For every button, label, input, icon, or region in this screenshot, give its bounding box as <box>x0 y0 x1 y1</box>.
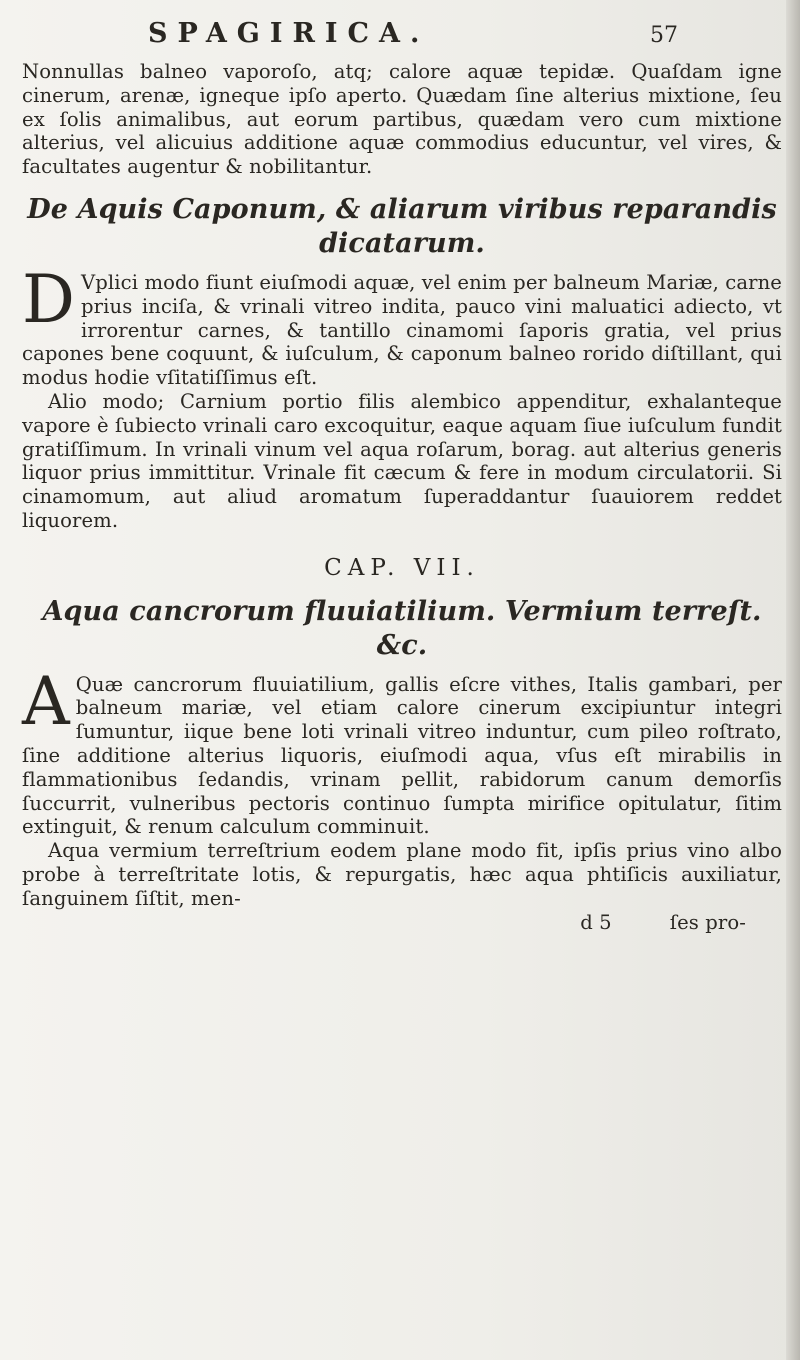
paragraph-2 <box>22 260 782 390</box>
section-heading-crayfish: Aqua cancrorum fluuiatilium. Vermium terreſt. &c. <box>42 595 762 661</box>
running-title: SPAGIRICA. <box>148 18 430 49</box>
drop-cap-d: D <box>22 260 76 338</box>
paragraph-4-text: Quæ cancrorum fluuiatilium, gallis eſcre vithes, Italis gambari, per balneum mariæ, vel etiam calore cinerum excipiuntur integri ſumuntur, iique bene loti vrinali vitreo induntur, cum pileo roſtrato, ſine additione alterius liquoris, eiuſmodi aqua, vſus eſt mirabilis in flammationibus ſedandis, vrinam pellit, rabidorum canum demorſis ſuccurrit, vulneribus pectoris continuo ſumpta mirifice opitulatur, ſitim extinguit, & renum calculum comminuit. <box>22 672 782 839</box>
section-heading-capons: De Aquis Caponum, & aliarum viribus reparandis dicatarum. <box>27 193 777 259</box>
catchword: ſes pro- <box>669 910 746 934</box>
page-footer <box>22 911 746 935</box>
drop-cap-a: A <box>22 662 70 740</box>
page-edge <box>786 0 800 1360</box>
chapter-heading: CAP. VII. <box>324 554 480 581</box>
paragraph-5: Aqua vermium terreſtrium eodem plane modo fit, ipſis prius vino albo probe à terreſtritate lotis, & repurgatis, hæc aqua phtiſicis auxiliatur, ſanguinem ſiſtit, men- <box>22 839 782 910</box>
signature-mark: d 5 <box>580 910 612 934</box>
running-head <box>148 18 678 49</box>
paragraph-1: Nonnullas balneo vaporoſo, atq; calore aquæ tepidæ. Quaſdam igne cinerum, arenæ, igneque ipſo aperto. Quædam ſine alterius mixtione, ſeu ex ſolis animalibus, aut eorum partibus, quædam vero cum mixtione alterius, vel alicuius additione aquæ commodius educuntur, vel vires, & facultates augentur & nobilitantur. <box>22 60 782 179</box>
paragraph-4 <box>22 662 782 840</box>
paragraph-3: Alio modo; Carnium portio filis alembico appenditur, exhalanteque vapore è ſubiecto vrinali caro excoquitur, eaque aquam ſiue iuſculum fundit gratiſſimum. In vrinali vinum vel aqua roſarum, borag. aut alterius generis liquor prius immittitur. Vrinale fit cæcum & fere in modum circulatorii. Si cinamomum, aut aliud aromatum ſuperaddantur ſuauiorem reddet liquorem. <box>22 389 782 532</box>
page-number: 57 <box>650 23 678 48</box>
paragraph-2-text: Vplici modo fiunt eiuſmodi aquæ, vel enim per balneum Mariæ, carne prius inciſa, & vrinali vitreo indita, pauco vini maluatici adiecto, vt irrorentur carnes, & tantillo cinamomi ſaporis gratia, vel prius capones bene coquunt, & iuſculum, & caponum balneo rorido diſtillant, qui modus hodie vſitatiſſimus eſt. <box>22 270 782 390</box>
main-text <box>22 60 782 934</box>
